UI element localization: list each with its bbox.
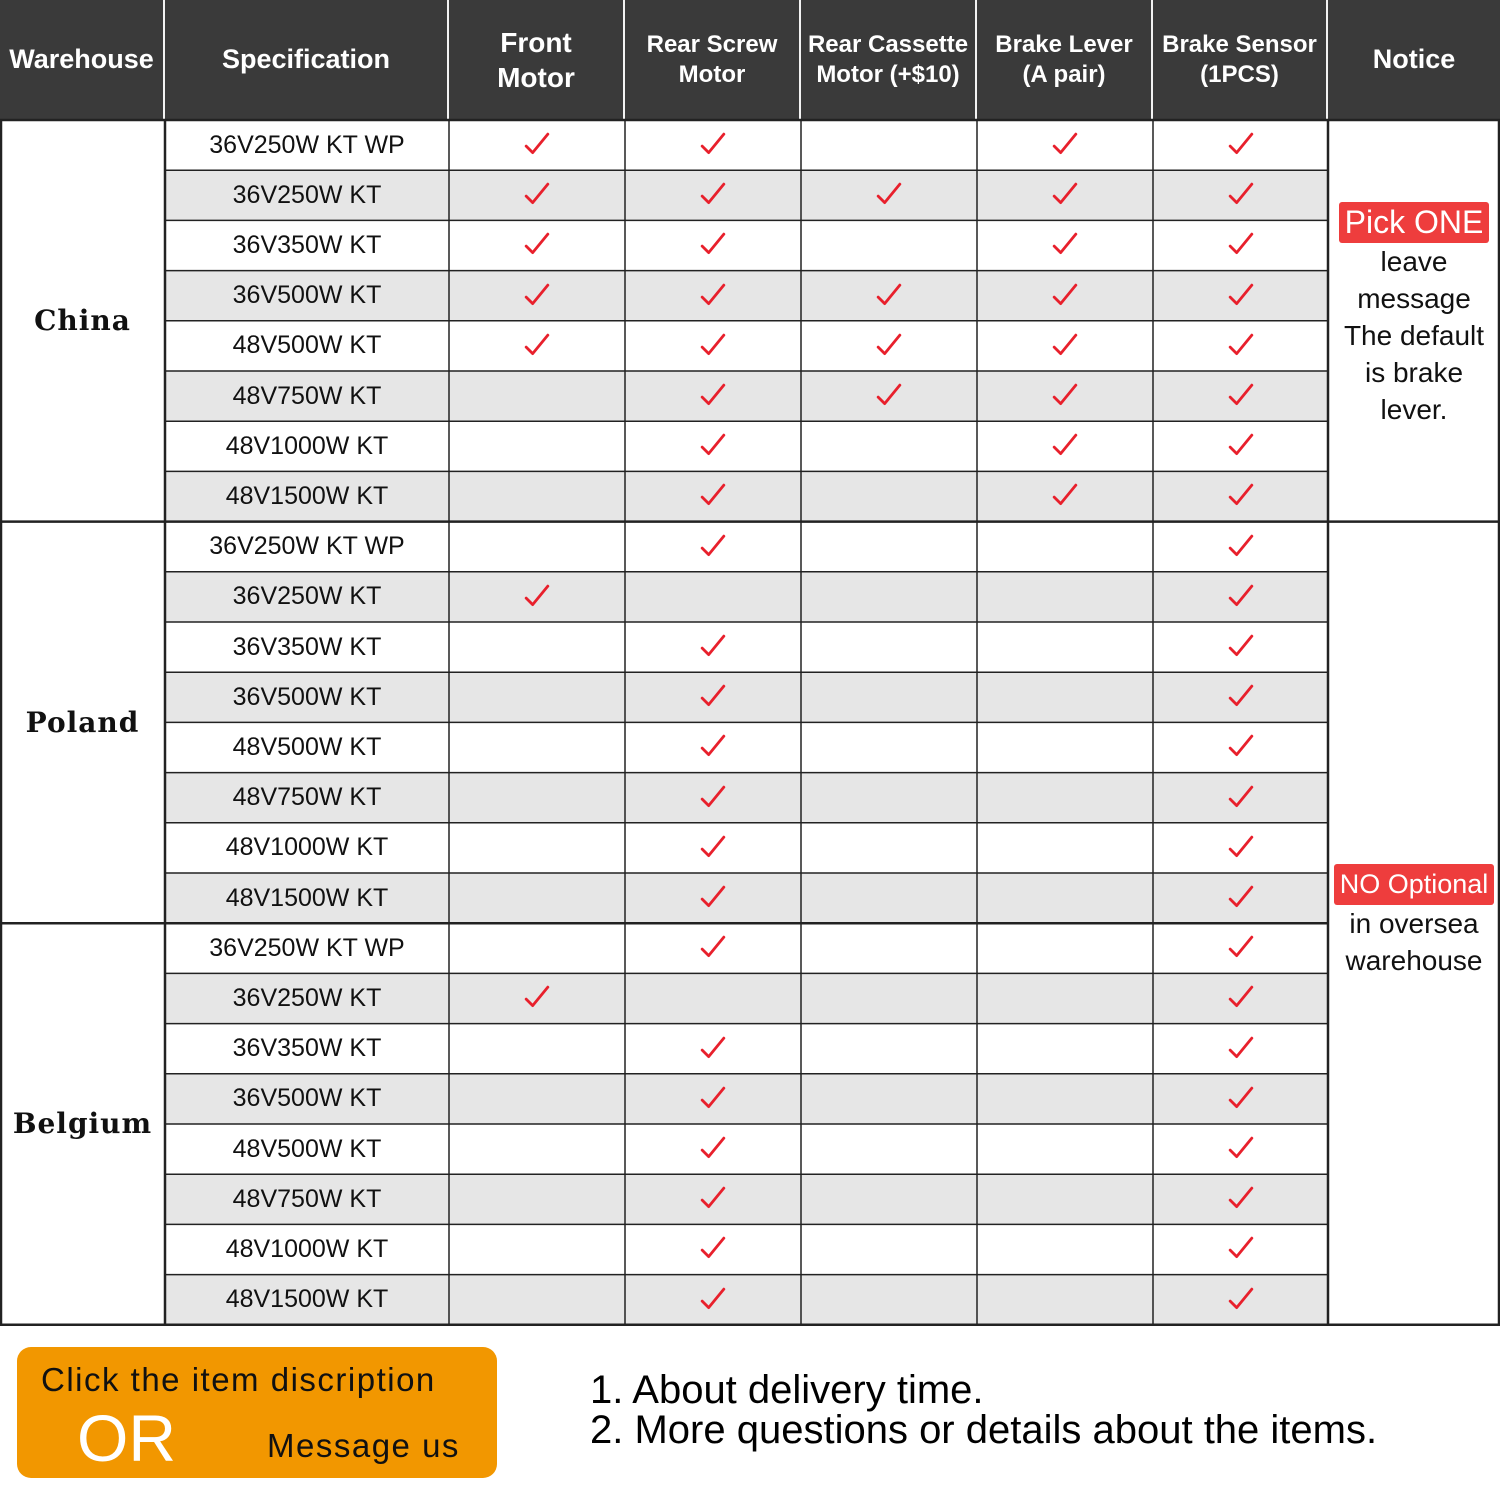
header-line: Rear Screw xyxy=(646,31,778,58)
notice-line: warehouse xyxy=(1345,945,1483,976)
callout-text: Click the item discription xyxy=(41,1361,436,1398)
spec-cell: 36V350W KT xyxy=(232,1034,382,1063)
spec-cell: 36V250W KT xyxy=(232,983,382,1012)
spec-cell: 48V1000W KT xyxy=(225,1234,389,1263)
notice-badge: NO Optional xyxy=(1334,864,1495,905)
spec-cell: 36V250W KT xyxy=(232,180,382,209)
spec-cell: 48V500W KT xyxy=(232,331,382,360)
notice-line: is brake xyxy=(1364,357,1464,388)
spec-cell: 36V350W KT xyxy=(232,230,382,259)
spec-cell: 36V500W KT xyxy=(232,281,382,310)
notice-line: The default xyxy=(1343,320,1485,351)
spec-cell: 48V1000W KT xyxy=(225,431,389,460)
header-line: Front xyxy=(500,27,572,58)
spec-cell: 48V750W KT xyxy=(232,1184,382,1213)
header-label: Notice xyxy=(1372,44,1456,75)
spec-cell: 36V500W KT xyxy=(232,682,382,711)
notice-line: lever. xyxy=(1380,394,1448,425)
note-questions: 2. More questions or details about the items. xyxy=(590,1408,1378,1452)
spec-cell: 36V250W KT WP xyxy=(209,532,405,561)
notes xyxy=(590,1370,1377,1450)
spec-cell: 48V750W KT xyxy=(232,783,382,812)
spec-cell: 48V500W KT xyxy=(232,1134,382,1163)
header-line: Motor xyxy=(678,61,746,88)
header-line: Brake Lever xyxy=(995,31,1133,58)
header-line: (A pair) xyxy=(1022,61,1106,88)
notice-line: message xyxy=(1357,283,1471,314)
callout-or: OR xyxy=(77,1401,176,1475)
spec-cell: 36V250W KT xyxy=(232,582,382,611)
spec-cell: 36V500W KT xyxy=(232,1084,382,1113)
warehouse-belgium: Belgium xyxy=(12,1107,153,1141)
note-delivery: 1. About delivery time. xyxy=(590,1368,984,1412)
spec-cell: 48V1500W KT xyxy=(225,481,389,510)
header-line: Rear Cassette xyxy=(807,31,969,58)
notice-overseas xyxy=(1328,864,1500,979)
header-label: Warehouse xyxy=(9,44,154,75)
header-line: Brake Sensor xyxy=(1162,31,1317,58)
spec-cell: 48V1000W KT xyxy=(225,833,389,862)
spec-cell: 36V350W KT xyxy=(232,632,382,661)
header-line: Motor xyxy=(497,62,575,93)
spec-cell: 48V750W KT xyxy=(232,381,382,410)
spec-cell: 48V500W KT xyxy=(232,732,382,761)
callout-message: Message us xyxy=(267,1427,460,1464)
spec-cell: 48V1500W KT xyxy=(225,883,389,912)
notice-line: in oversea xyxy=(1349,908,1479,939)
notice-badge: Pick ONE xyxy=(1339,202,1490,243)
spec-cell: 48V1500W KT xyxy=(225,1285,389,1314)
warehouse-poland: Poland xyxy=(25,705,140,739)
header-line: Motor (+$10) xyxy=(816,61,960,88)
notice-china xyxy=(1328,202,1500,428)
header-line: (1PCS) xyxy=(1200,61,1279,88)
notice-line: leave xyxy=(1380,246,1448,277)
contact-callout[interactable] xyxy=(17,1347,497,1478)
warehouse-china: China xyxy=(34,304,131,338)
spec-cell: 36V250W KT WP xyxy=(209,933,405,962)
header-label: Specification xyxy=(221,44,391,75)
spec-cell: 36V250W KT WP xyxy=(209,130,405,159)
